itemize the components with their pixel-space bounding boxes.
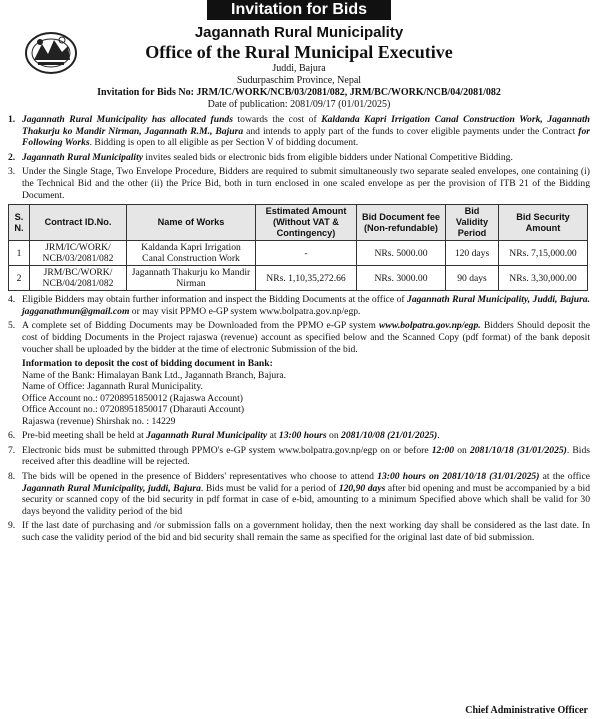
header bbox=[8, 24, 590, 111]
bank-info-line: Office Account no.: 07208951850012 (Rajaswa Account) bbox=[22, 392, 243, 404]
bank-info bbox=[8, 358, 590, 427]
bank-info-title: Information to deposit the cost of bidding document in Bank: bbox=[22, 358, 273, 370]
bank-info-line: Name of Office: Jagannath Rural Municipality. bbox=[22, 381, 203, 393]
banner-title: Invitation for Bids bbox=[207, 0, 391, 20]
paragraph-4: 4. Eligible Bidders may obtain further information and inspect the Bidding Documents at the office of Jagannath Rural Municipality, Juddi, Bajura. jagganathmun@gmail.com or may visit PPMO e-GP system www.bolpatra.gov.np/egp. bbox=[8, 294, 591, 317]
paragraph-9: 9. If the last date of purchasing and /or submission falls on a government holiday, then the next working day shall be considered as the last date. In such case the validity period of the bid and bid security shall remain the same as specified for the original last date of bid submission. bbox=[8, 520, 590, 543]
bank-info-line: Name of the Bank: Himalayan Bank Ltd., Jagannath Branch, Bajura. bbox=[22, 369, 287, 381]
paragraph-2: 2. Jagannath Rural Municipality invites sealed bids or electronic bids from eligible bidders under National Competitive Bidding. bbox=[8, 151, 513, 163]
paragraph-8: 8. The bids will be opened in the presence of Bidders' representatives who choose to attend 13:00 hours on 2081/10/18 (31/01/2025) at the office Jagannath Rural Municipality, juddi, Bajura. Bids must be valid for a period of 120,90 days after bid opening and must be accompanied by a bid security or scanned copy of the bid security in pdf format in case of e-bid, amounting to a minimum Specified above which shall be valid for 30 days beyond the validity period of the bid bbox=[8, 470, 590, 517]
bids-table bbox=[8, 204, 588, 291]
office-name: Office of the Rural Municipal Executive bbox=[145, 42, 453, 62]
paragraph-7: 7. Electronic bids must be submitted through PPMO's e-GP system www.bolpatra.gov.np/egp on or before 12:00 on 2081/10/18 (31/01/2025). Bids received after this deadline will be rejected. bbox=[8, 444, 590, 468]
table-cell: NRs. 1,10,35,272.66 bbox=[256, 266, 357, 291]
table-cell: 2 bbox=[9, 266, 30, 291]
emblem-logo bbox=[24, 30, 78, 76]
publication-date: Date of publication: 2081/09/17 (01/01/2025) bbox=[207, 99, 391, 110]
table-cell: NRs. 5000.00 bbox=[357, 241, 446, 266]
table-row bbox=[9, 266, 588, 291]
table-header-cell: Estimated Amount (Without VAT & Contingency) bbox=[256, 205, 357, 241]
table-cell: Kaldanda Kapri Irrigation Canal Construction Work bbox=[127, 241, 256, 266]
table-cell: 1 bbox=[9, 241, 30, 266]
table-cell: JRM/IC/WORK/ NCB/03/2081/082 bbox=[30, 241, 127, 266]
table-header-cell: Contract ID.No. bbox=[30, 205, 127, 241]
bank-info-line: Rajaswa (revenue) Shirshak no. : 14229 bbox=[22, 415, 176, 427]
table-header-cell: Bid Document fee (Non-refundable) bbox=[357, 205, 446, 241]
table-cell: 120 days bbox=[446, 241, 499, 266]
paragraph-1: 1. Jagannath Rural Municipality has allocated funds towards the cost of Kaldanda Kapri Irrigation Canal Construction Work, Jagannath Thakurju ko Mandir Nirman, Jagannath R.M., Bajura and intends to apply part of the funds to cover eligible payments under the Contract for Following Works. Bidding is open to all eligible as per Section V of bidding document. bbox=[8, 114, 590, 149]
signature-title: Chief Administrative Officer bbox=[465, 705, 588, 716]
invitation-number: Invitation for Bids No: JRM/IC/WORK/NCB/03/2081/082, JRM/BC/WORK/NCB/04/2081/082 bbox=[97, 87, 501, 98]
table-header-row bbox=[9, 205, 588, 241]
table-cell: Jagannath Thakurju ko Mandir Nirman bbox=[127, 266, 256, 291]
municipality-name: Jagannath Rural Municipality bbox=[194, 24, 404, 41]
table-row bbox=[9, 241, 588, 266]
address-line-2: Sudurpaschim Province, Nepal bbox=[236, 75, 362, 86]
bank-info-line: Office Account no.: 07208951850017 (Dharauti Account) bbox=[22, 404, 245, 416]
table-header-cell: Bid Validity Period bbox=[446, 205, 499, 241]
paragraph-5: 5. A complete set of Bidding Documents may be Downloaded from the PPMO e-GP system www.bolpatra.gov.np/egp. Bidders Should deposit the cost of bidding Documents in the Project rajaswa (revenue) account as specified below and the Scanned Copy (pdf format) of the bank deposit voucher shall be uploaded by the bidder at the time of electronic Submission of the bid. bbox=[8, 320, 591, 355]
paragraph-3: 3. Under the Single Stage, Two Envelope Procedure, Bidders are required to submit simultaneously two separate sealed envelopes, one containing (i) the Technical Bid and the other (ii) the Price Bid, both in turn enclosed in one scaled envelope as per the provision of ITB 21 of the Bidding Document. bbox=[8, 166, 590, 201]
table-cell: - bbox=[256, 241, 357, 266]
table-header-cell: S. N. bbox=[9, 205, 30, 241]
address-line-1: Juddi, Bajura bbox=[272, 63, 326, 74]
table-header-cell: Bid Security Amount bbox=[499, 205, 588, 241]
table-cell: 90 days bbox=[446, 266, 499, 291]
table-cell: NRs. 3000.00 bbox=[357, 266, 446, 291]
paragraph-6: 6. Pre-bid meeting shall be held at Jagannath Rural Municipality at 13:00 hours on 2081/10/08 (21/01/2025). bbox=[8, 430, 440, 442]
table-cell: JRM/BC/WORK/ NCB/04/2081/082 bbox=[30, 266, 127, 291]
table-cell: NRs. 3,30,000.00 bbox=[499, 266, 588, 291]
table-header-cell: Name of Works bbox=[127, 205, 256, 241]
table-cell: NRs. 7,15,000.00 bbox=[499, 241, 588, 266]
